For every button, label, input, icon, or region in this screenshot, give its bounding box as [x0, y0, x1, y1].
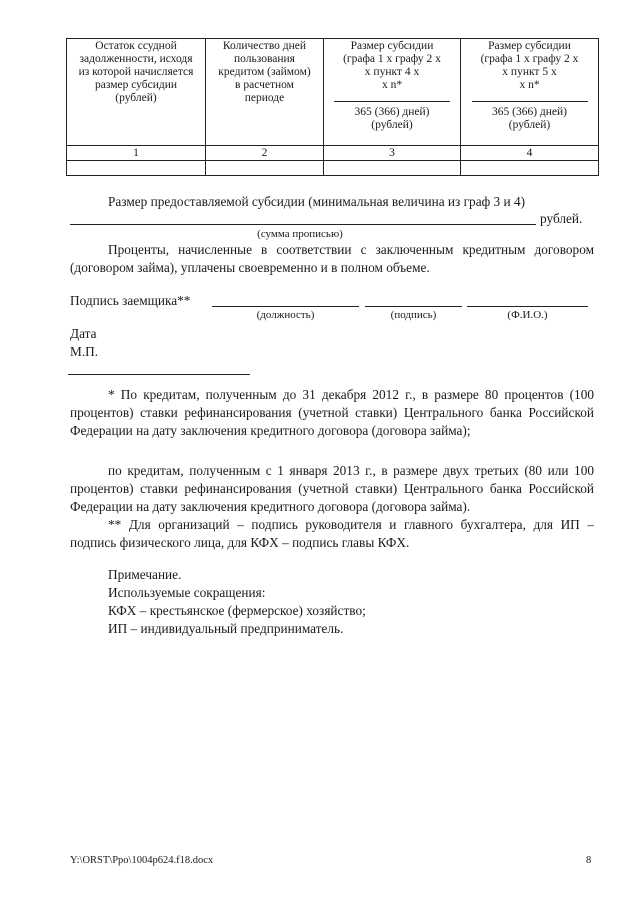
signature-label: (подпись)	[390, 309, 437, 321]
header-cell-days: Количество дней пользования кредитом (займом) в расчетном периоде	[206, 39, 324, 146]
date-label: Дата	[70, 326, 97, 341]
empty-cell[interactable]	[461, 161, 599, 176]
column-number: 1	[67, 146, 206, 161]
header-cell-subsidy-p4: Размер субсидии (графа 1 х графу 2 х х пункт 4 х х n* 365 (366) дней) (рублей)	[324, 39, 461, 146]
header-cell-balance: Остаток ссудной задолженности, исходя из которой начисляется размер субсидии (рублей)	[67, 39, 206, 146]
header-cell-subsidy-p5: Размер субсидии (графа 1 х графу 2 х х пункт 5 х х n* 365 (366) дней) (рублей)	[461, 39, 599, 146]
column-number: 3	[324, 146, 461, 161]
column-number: 2	[206, 146, 324, 161]
column-number: 4	[461, 146, 599, 161]
empty-cell[interactable]	[324, 161, 461, 176]
abbreviation-kfh: КФХ – крестьянское (фермерское) хозяйство;	[108, 603, 366, 618]
footnote-2: ** Для организаций – подпись руководителя и главного бухгалтера, для ИП – подпись физического лица, для КФХ – подпись главы КФХ.	[70, 517, 594, 550]
name-blank-line[interactable]	[467, 306, 588, 307]
position-blank-line[interactable]	[212, 306, 359, 307]
footnote-1: * По кредитам, полученным до 31 декабря 2012 г., в размере 80 процентов (100 процентов) ставки рефинансирования (учетной ставки) Центрального банка Российской Федерации на дату заключения кредитного договора (договора займа);	[70, 387, 594, 438]
page-number: 8	[586, 855, 592, 866]
remark-title: Примечание.	[108, 567, 182, 582]
signature-blank-line[interactable]	[365, 306, 462, 307]
subsidy-table	[66, 38, 599, 176]
table-header-row	[67, 39, 599, 146]
interest-paid-statement: Проценты, начисленные в соответствии с заключенным кредитным договором (договором займа), уплачены своевременно и в полном объеме.	[70, 242, 594, 275]
empty-cell[interactable]	[67, 161, 206, 176]
file-path-footer: Y:\ORST\Ppo\1004p624.f18.docx	[70, 855, 214, 866]
abbreviations-title: Используемые сокращения:	[108, 585, 266, 600]
amount-blank-line[interactable]	[70, 224, 536, 225]
abbreviation-ip: ИП – индивидуальный предприниматель.	[108, 621, 344, 636]
rubles-label: рублей.	[540, 211, 583, 226]
position-label: (должность)	[256, 309, 315, 321]
fraction-line	[334, 101, 450, 102]
full-name-label: (Ф.И.О.)	[507, 309, 548, 321]
column-number-row	[67, 146, 599, 161]
borrower-signature-label: Подпись заемщика**	[70, 293, 191, 308]
subsidy-amount-text: Размер предоставляемой субсидии (минимальная величина из граф 3 и 4)	[108, 194, 526, 209]
stamp-label: М.П.	[70, 344, 99, 359]
footnote-separator	[68, 374, 250, 375]
empty-data-row	[67, 161, 599, 176]
amount-in-words-label: (сумма прописью)	[257, 228, 343, 240]
fraction-line	[472, 101, 588, 102]
empty-cell[interactable]	[206, 161, 324, 176]
footnote-1-continued: по кредитам, полученным с 1 января 2013 г., в размере двух третьих (80 или 100 процентов) ставки рефинансирования (учетной ставки) Центрального банка Российской Федерации на дату заключения кредитного договора (договора займа).	[70, 463, 594, 514]
